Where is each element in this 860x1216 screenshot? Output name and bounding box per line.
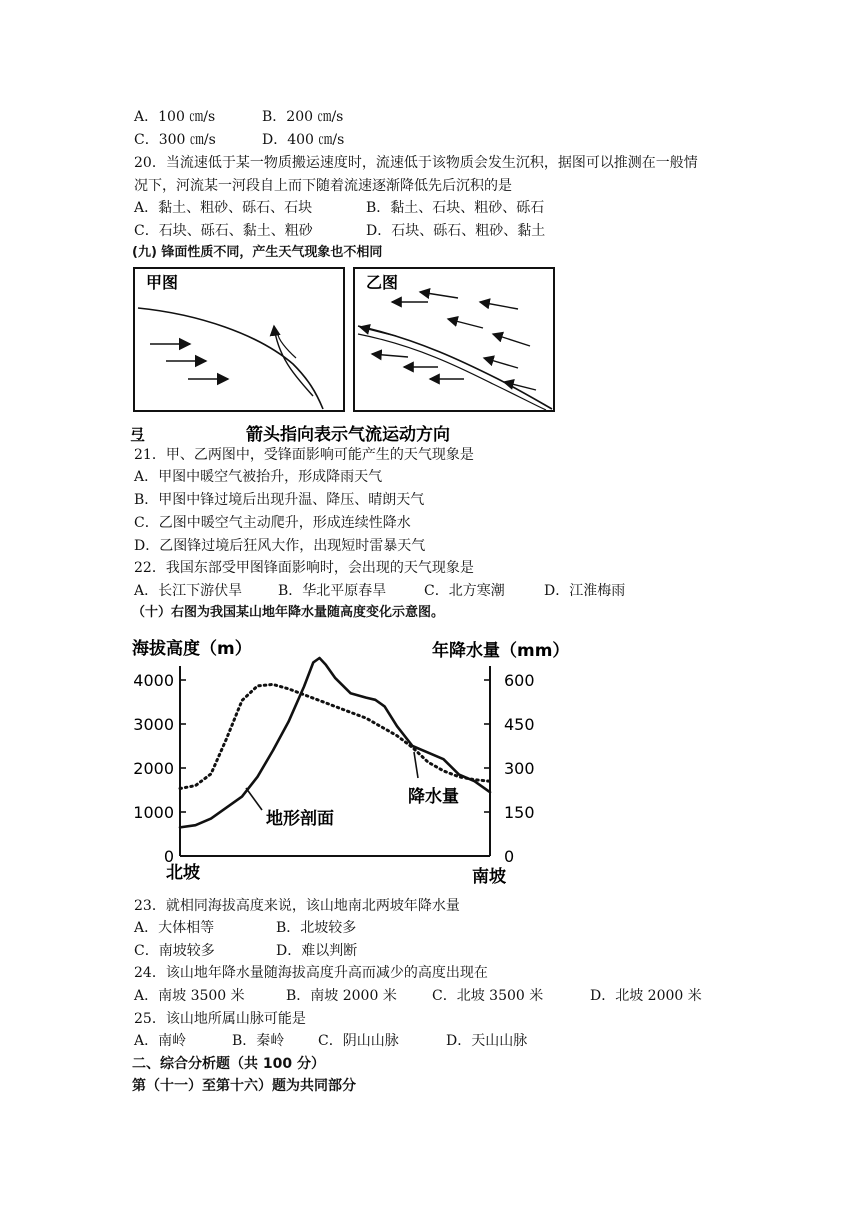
q24-option-b (286, 986, 397, 1006)
q25-option-a (134, 1031, 186, 1051)
option-text: 黏土、粗砂、砾石、石块 (158, 200, 313, 216)
precipitation-chart (128, 628, 588, 890)
q23-stem: 23．就相同海拔高度来说，该山地南北两坡年降水量 (134, 898, 460, 914)
option-letter: D． (544, 583, 570, 599)
left-tick-label: 3000 (133, 715, 174, 734)
front-diagram (128, 264, 558, 446)
terrain-annotation: 地形剖面 (266, 809, 334, 829)
q20-stem-line1: 20．当流速低于某一物质搬运速度时，流速低于该物质会发生沉积，据图可以推测在一般情 (134, 155, 698, 171)
x-start-label: 北坡 (166, 863, 200, 883)
option-letter: C． (134, 223, 159, 239)
right-tick-label: 450 (504, 715, 535, 734)
q25-option-b (232, 1031, 284, 1051)
option-letter: C． (318, 1033, 343, 1049)
q23-option-d (276, 941, 357, 961)
right-tick-label: 300 (504, 759, 535, 778)
option-letter: B． (276, 920, 301, 936)
q19-option-a (134, 107, 215, 127)
option-text: 南坡较多 (158, 943, 215, 959)
option-letter: C． (424, 583, 449, 599)
q23-option-a (134, 918, 214, 938)
option-letter: A． (134, 200, 159, 216)
panel-a-label: 甲图 (146, 273, 179, 292)
left-tick-label: 1000 (133, 803, 174, 822)
option-text: 北坡 2000 米 (615, 988, 702, 1004)
q20-option-c (134, 221, 313, 241)
option-letter: A． (134, 920, 159, 936)
part2-subheading: 第（十一）至第十六）题为共同部分 (132, 1078, 356, 1094)
q21-option-c: C．乙图中暖空气主动爬升，形成连续性降水 (134, 515, 411, 531)
q19-option-d (262, 130, 344, 150)
option-letter: C． (432, 988, 457, 1004)
q22-option-a (134, 581, 242, 601)
right-tick-label: 150 (504, 803, 535, 822)
q20-stem-line2: 况下，河流某一河段自上而下随着流速逐渐降低先后沉积的是 (134, 178, 512, 194)
q22-stem: 22．我国东部受甲图锋面影响时，会出现的天气现象是 (134, 560, 474, 576)
option-text: 南坡 2000 米 (310, 988, 397, 1004)
option-text: 300 ㎝/s (158, 132, 216, 148)
airflow-arrow (448, 319, 483, 328)
option-text: 难以判断 (301, 943, 358, 959)
q23-option-b (276, 918, 356, 938)
option-letter: D． (590, 988, 616, 1004)
option-text: 长江下游伏旱 (158, 583, 243, 599)
option-letter: D． (262, 132, 288, 148)
left-tick-label: 4000 (133, 671, 174, 690)
q24-option-a (134, 986, 245, 1006)
option-letter: B． (232, 1033, 257, 1049)
part2-heading: 二、综合分析题（共 100 分） (132, 1056, 325, 1072)
q22-option-c (424, 581, 505, 601)
airflow-arrow (372, 354, 408, 357)
option-text: 南坡 3500 米 (158, 988, 245, 1004)
section9-heading: (九) 锋面性质不同，产生天气现象也不相同 (132, 245, 383, 260)
q25-stem: 25．该山地所属山脉可能是 (134, 1011, 306, 1027)
q21-option-b: B．甲图中锋过境后出现升温、降压、晴朗天气 (134, 492, 425, 508)
option-text: 北方寒潮 (448, 583, 505, 599)
option-letter: B． (286, 988, 311, 1004)
q22-option-d (544, 581, 625, 601)
left-tick-label: 2000 (133, 759, 174, 778)
q24-option-c (432, 986, 543, 1006)
airflow-arrow (493, 334, 530, 346)
q20-option-a (134, 198, 312, 218)
airflow-arrow (484, 358, 518, 368)
q20-option-b (366, 198, 544, 218)
precip-annotation: 降水量 (408, 787, 459, 807)
airflow-arrow (504, 382, 536, 390)
option-letter: A． (134, 109, 159, 125)
q21-stem: 21．甲、乙两图中，受锋面影响可能产生的天气现象是 (134, 447, 474, 463)
right-tick-label: 600 (504, 671, 535, 690)
option-letter: A． (134, 988, 159, 1004)
option-text: 大体相等 (158, 920, 215, 936)
option-letter: D． (446, 1033, 472, 1049)
option-text: 阴山山脉 (342, 1033, 399, 1049)
q21-option-d: D．乙图锋过境后狂风大作，出现短时雷暴天气 (134, 538, 426, 554)
figure-caption-prefix: 弖 (130, 426, 146, 444)
q22-option-b (278, 581, 386, 601)
warm-front-surface (358, 326, 552, 409)
option-text: 100 ㎝/s (158, 109, 216, 125)
x-end-label: 南坡 (472, 867, 506, 887)
section10-heading: （十）右图为我国某山地年降水量随高度变化示意图。 (132, 605, 445, 620)
airflow-arrow (420, 292, 458, 298)
q24-option-d (590, 986, 702, 1006)
option-text: 黏土、石块、粗砂、砾石 (390, 200, 545, 216)
chart-ticks (133, 671, 534, 866)
q23-option-c (134, 941, 215, 961)
option-text: 石块、砾石、粗砂、黏土 (391, 223, 546, 239)
airflow-arrow (360, 327, 396, 336)
lifting-arrow (274, 326, 313, 396)
q25-option-c (318, 1031, 399, 1051)
figure-caption: 箭头指向表示气流运动方向 (246, 425, 450, 445)
option-letter: C． (134, 132, 159, 148)
q21-option-a: A．甲图中暖空气被抬升，形成降雨天气 (134, 469, 383, 485)
left-axis-title: 海拔高度（m） (132, 639, 252, 659)
option-letter: C． (134, 943, 159, 959)
cold-front-surface (138, 308, 323, 409)
option-text: 华北平原春旱 (302, 583, 387, 599)
q25-option-d (446, 1031, 527, 1051)
option-letter: A． (134, 1033, 159, 1049)
right-axis-title: 年降水量（mm） (432, 641, 570, 661)
option-text: 400 ㎝/s (287, 132, 345, 148)
option-text: 秦岭 (256, 1033, 285, 1049)
option-letter: B． (278, 583, 303, 599)
option-text: 石块、砾石、黏土、粗砂 (158, 223, 313, 239)
option-letter: D． (366, 223, 392, 239)
option-letter: B． (262, 109, 287, 125)
option-text: 南岭 (158, 1033, 187, 1049)
q19-option-c (134, 130, 216, 150)
left-tick-label: 0 (163, 847, 174, 866)
option-letter: A． (134, 583, 159, 599)
airflow-arrow (480, 302, 518, 309)
q19-option-b (262, 107, 343, 127)
option-text: 北坡 3500 米 (456, 988, 544, 1004)
option-text: 北坡较多 (300, 920, 357, 936)
option-text: 200 ㎝/s (286, 109, 344, 125)
q20-option-d (366, 221, 545, 241)
q24-stem: 24．该山地年降水量随海拔高度升高而减少的高度出现在 (134, 965, 488, 981)
option-letter: B． (366, 200, 391, 216)
option-letter: D． (276, 943, 302, 959)
option-text: 江淮梅雨 (569, 583, 626, 599)
precip-annotation-leader (414, 752, 418, 778)
right-tick-label: 0 (504, 847, 515, 866)
panel-b-label: 乙图 (366, 273, 399, 292)
option-text: 天山山脉 (471, 1033, 528, 1049)
terrain-annotation-leader (246, 788, 262, 810)
precipitation-line (180, 684, 490, 788)
